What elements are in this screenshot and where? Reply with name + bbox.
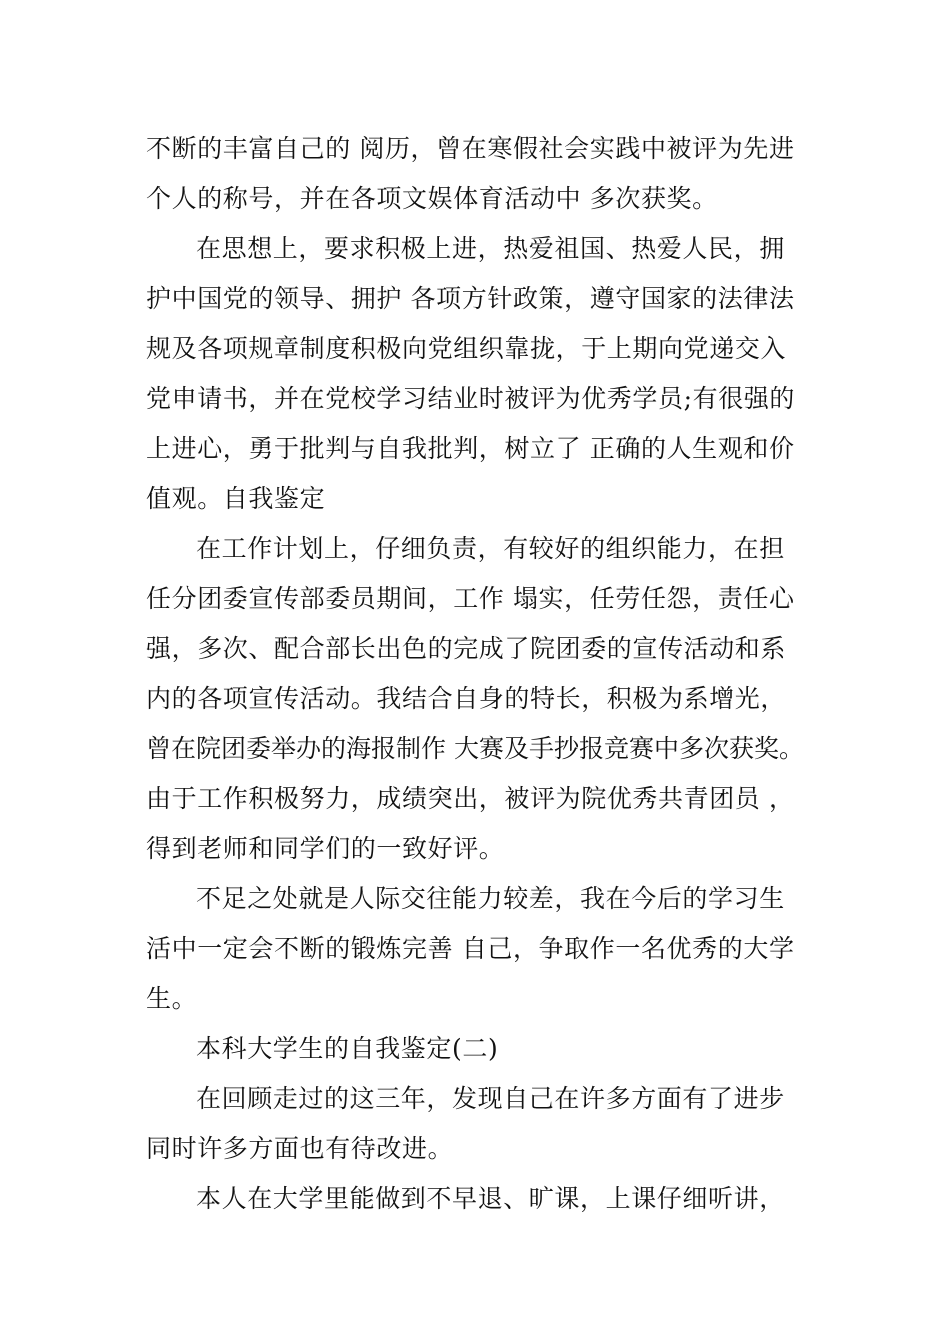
text-line: 生。	[146, 984, 198, 1013]
text-line: 上进心，勇于批判与自我批判，树立了 正确的人生观和价	[146, 434, 795, 463]
text-line: 在思想上，要求积极上进，热爱祖国、热爱人民，拥	[196, 234, 785, 263]
section-heading: 本科大学生的自我鉴定(二)	[196, 1034, 499, 1063]
text-line: 个人的称号，并在各项文娱体育活动中 多次获奖。	[146, 184, 718, 213]
text-line: 任分团委宣传部委员期间，工作 塌实，任劳任怨，责任心	[146, 584, 795, 613]
text-line: 规及各项规章制度积极向党组织靠拢，于上期向党递交入	[146, 334, 787, 363]
text-line: 得到老师和同学们的一致好评。	[146, 834, 505, 863]
text-line: 本人在大学里能做到不早退、旷课，上课仔细听讲，	[196, 1184, 785, 1213]
text-line: 护中国党的领导、拥护 各项方针政策，遵守国家的法律法	[146, 284, 795, 313]
text-line: 不断的丰富自己的 阅历，曾在寒假社会实践中被评为先进	[146, 134, 795, 163]
text-line: 党申请书，并在党校学习结业时被评为优秀学员;有很强的	[146, 384, 796, 413]
text-line: 在工作计划上，仔细负责，有较好的组织能力，在担	[196, 534, 785, 563]
text-line: 在回顾走过的这三年，发现自己在许多方面有了进步	[196, 1084, 785, 1113]
text-line: 由于工作积极努力，成绩突出，被评为院优秀共青团员 ，	[146, 784, 795, 813]
text-line: 活中一定会不断的锻炼完善 自己，争取作一名优秀的大学	[146, 934, 795, 963]
text-line: 强，多次、配合部长出色的完成了院团委的宣传活动和系	[146, 634, 787, 663]
text-line: 同时许多方面也有待改进。	[146, 1134, 454, 1163]
text-line: 不足之处就是人际交往能力较差，我在今后的学习生	[196, 884, 785, 913]
text-line: 曾在院团委举办的海报制作 大赛及手抄报竞赛中多次获奖。	[146, 734, 804, 763]
text-line: 内的各项宣传活动。我结合自身的特长，积极为系增光，	[146, 684, 787, 713]
text-line: 值观。自我鉴定	[146, 484, 326, 513]
